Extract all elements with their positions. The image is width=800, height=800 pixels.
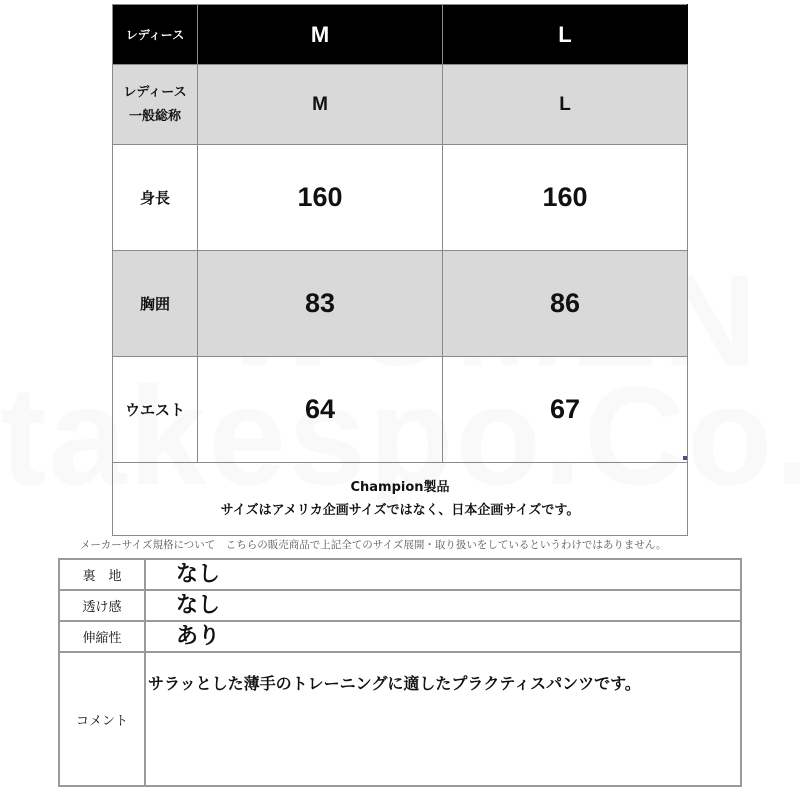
note-cell [113,463,688,536]
header-label: レディース [113,5,198,65]
spec-value: なし [145,559,741,590]
row-label: ウエスト [113,357,198,463]
table-row-height [113,145,688,251]
row-label: 身長 [113,145,198,251]
note-brand: Champion製品 [350,480,450,495]
spec-row-comment [59,652,741,786]
general-label-line2: 一般総称 [128,108,181,124]
cell-m: 160 [198,145,443,251]
cell-m: 64 [198,357,443,463]
general-size-m: M [198,65,443,145]
cell-l: 86 [443,251,688,357]
spec-table [58,558,742,787]
general-label-line1: レディース [123,84,187,100]
spec-row-transparency [59,590,741,621]
size-header-row [113,5,688,65]
table-row-chest [113,251,688,357]
note-size-info: サイズはアメリカ企画サイズではなく、日本企画サイズです。 [220,503,580,518]
row-label: 胸囲 [113,251,198,357]
header-size-m: M [198,5,443,65]
resize-handle-icon [683,456,687,460]
spec-value: なし [145,590,741,621]
spec-row-stretch [59,621,741,652]
spec-label: 透け感 [59,590,145,621]
spec-label: 伸縮性 [59,621,145,652]
comment-text: サラッとした薄手のトレーニングに適したプラクティスパンツです。 [145,652,741,786]
general-size-l: L [443,65,688,145]
spec-value: あり [145,621,741,652]
general-size-label [113,65,198,145]
spec-label: 裏 地 [59,559,145,590]
cell-l: 67 [443,357,688,463]
comment-label: コメント [59,652,145,786]
general-size-row [113,65,688,145]
spec-row-lining [59,559,741,590]
size-chart-table [112,4,688,536]
cell-m: 83 [198,251,443,357]
table-row-waist [113,357,688,463]
cell-l: 160 [443,145,688,251]
header-size-l: L [443,5,688,65]
note-row [113,463,688,536]
size-disclaimer: メーカーサイズ規格について こちらの販売商品で上記全てのサイズ展開・取り扱いをしているというわけではありません。 [80,539,667,551]
